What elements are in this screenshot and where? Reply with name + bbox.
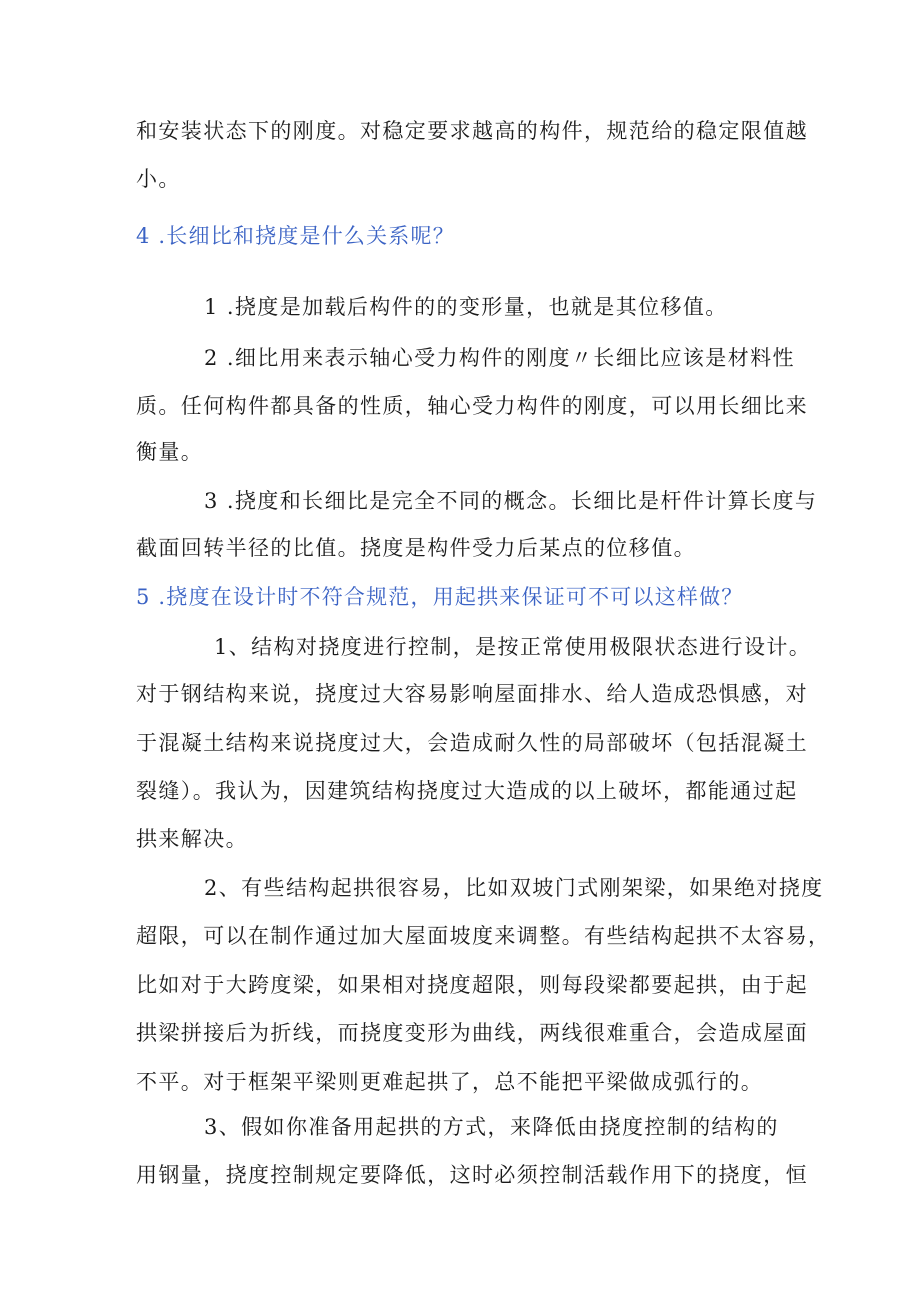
body-text-line: 裂缝）。我认为，因建筑结构挠度过大造成的以上破坏，都能通过起 [136,779,798,803]
paragraph-2-start: 2、有些结构起拱很容易，比如双坡门式刚架梁，如果绝对挠度 [204,876,824,900]
body-text-line: 衡量。 [136,440,204,464]
section-heading-4: 4 .长细比和挠度是什么关系呢？ [136,224,455,248]
body-text-line: 截面回转半径的比值。挠度是构件受力后某点的位移值。 [136,536,696,560]
list-item-2: 2 .细比用来表示轴心受力构件的刚度〃长细比应该是材料性 [204,346,795,370]
list-item-1: 1 .挠度是加载后构件的的变形量，也就是其位移值。 [204,295,728,319]
section-heading-5: 5 .挠度在设计时不符合规范，用起拱来保证可不可以这样做？ [136,585,744,609]
body-text-line: 小。 [136,167,181,191]
body-text-line: 用钢量，挠度控制规定要降低，这时必须控制活载作用下的挠度，恒 [136,1163,808,1187]
body-text-line: 对于钢结构来说，挠度过大容易影响屋面排水、给人造成恐惧感，对 [136,682,808,706]
body-text-line: 不平。对于框架平梁则更难起拱了，总不能把平梁做成弧行的。 [136,1070,764,1094]
list-item-3: 3 .挠度和长细比是完全不同的概念。长细比是杆件计算长度与 [204,489,818,513]
body-text-line: 和安装状态下的刚度。对稳定要求越高的构件，规范给的稳定限值越 [136,119,808,143]
body-text-line: 超限，可以在制作通过加大屋面坡度来调整。有些结构起拱不太容易， [136,924,831,948]
paragraph-3-start: 3、假如你准备用起拱的方式，来降低由挠度控制的结构的 [204,1115,779,1139]
paragraph-1-start: 1、结构对挠度进行控制，是按正常使用极限状态进行设计。 [214,635,812,659]
body-text-line: 拱来解决。 [136,827,248,851]
body-text-line: 质。任何构件都具备的性质，轴心受力构件的刚度，可以用长细比来 [136,394,808,418]
body-text-line: 比如对于大跨度梁，如果相对挠度超限，则每段梁都要起拱，由于起 [136,973,808,997]
body-text-line: 于混凝土结构来说挠度过大，会造成耐久性的局部破坏（包括混凝土 [136,731,808,755]
body-text-line: 拱梁拼接后为折线，而挠度变形为曲线，两线很难重合，会造成屋面 [136,1021,808,1045]
